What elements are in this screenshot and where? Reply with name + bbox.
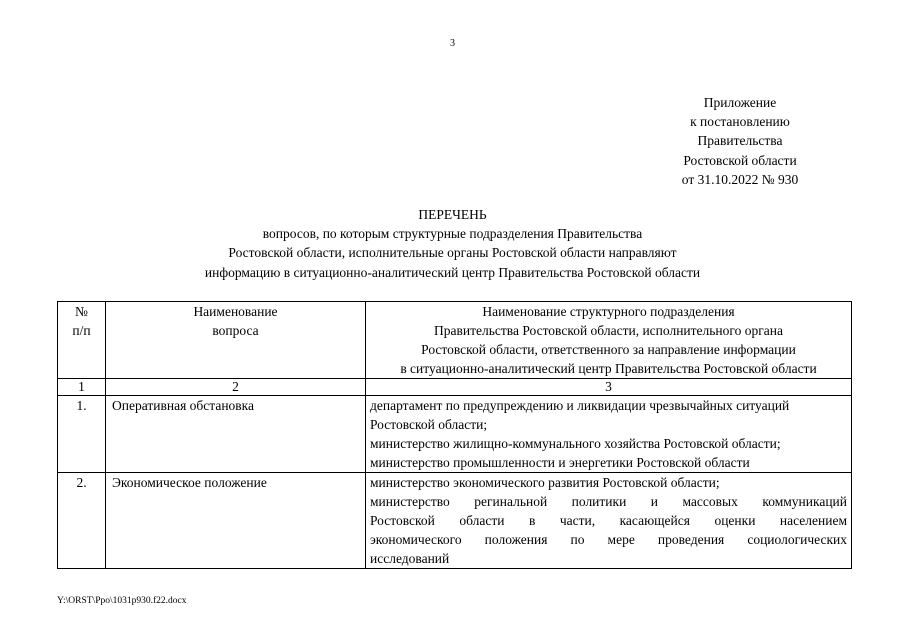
- page-number: 3: [450, 38, 455, 49]
- row-question: Оперативная обстановка: [106, 396, 366, 473]
- department-line: департамент по предупреждению и ликвидации чрезвычайных ситуаций: [370, 398, 790, 413]
- department-line: Ростовской области;: [370, 417, 488, 432]
- row-number: 1.: [58, 396, 106, 473]
- header-num-line: п/п: [72, 323, 91, 338]
- department-line: экономического положения по мере проведения социологических: [370, 532, 847, 547]
- file-path-footer: Y:\ORST\Ppo\1031p930.f22.docx: [57, 596, 187, 606]
- table-header-row: [58, 302, 852, 379]
- column-index-cell: 3: [366, 379, 852, 396]
- document-subtitle-line: информацию в ситуационно-аналитический центр Правительства Ростовской области: [204, 264, 701, 280]
- row-question: Экономическое положение: [106, 473, 366, 569]
- appendix-line: от 31.10.2022 № 930: [681, 171, 799, 187]
- header-num-cell: [58, 302, 106, 379]
- appendix-line: Приложение: [703, 95, 777, 110]
- appendix-line: к постановлению: [690, 114, 790, 130]
- appendix-line: Правительства: [697, 133, 783, 149]
- department-line: министерство жилищно-коммунального хозяйства Ростовской области;: [370, 436, 781, 451]
- header-department-line: Наименование структурного подразделения: [482, 304, 735, 319]
- appendix-block: [640, 93, 840, 189]
- appendix-line: Ростовской области: [683, 152, 797, 168]
- department-line: министерство промышленности и энергетики Ростовской области: [370, 455, 750, 470]
- row-departments: [366, 473, 852, 569]
- header-question-cell: [106, 302, 366, 379]
- document-title: ПЕРЕЧЕНЬ: [418, 207, 487, 222]
- document-subtitle-line: вопросов, по которым структурные подразделения Правительства: [262, 226, 643, 242]
- column-index-cell: 1: [58, 379, 106, 396]
- header-question-line: вопроса: [212, 323, 259, 338]
- header-department-line: в ситуационно-аналитический центр Правительства Ростовской области: [400, 361, 817, 376]
- document-heading: [0, 205, 905, 282]
- department-line: исследований: [370, 551, 450, 566]
- row-number: 2.: [58, 473, 106, 569]
- questions-table: [57, 301, 852, 569]
- department-line: министерство регинальной политики и массовых коммуникаций: [370, 494, 847, 509]
- document-subtitle-line: Ростовской области, исполнительные органы Ростовской области направляют: [228, 245, 677, 261]
- column-index-cell: 2: [106, 379, 366, 396]
- header-department-cell: [366, 302, 852, 379]
- department-line: Ростовской области в части, касающейся оценки населением: [370, 513, 847, 528]
- header-department-line: Ростовской области, ответственного за направление информации: [421, 342, 796, 357]
- header-department-line: Правительства Ростовской области, исполнительного органа: [434, 323, 783, 338]
- department-line: министерство экономического развития Ростовской области;: [370, 475, 720, 490]
- row-departments: [366, 396, 852, 473]
- column-index-row: [58, 379, 852, 396]
- header-question-line: Наименование: [193, 304, 278, 319]
- table-row: [58, 473, 852, 569]
- header-num-line: №: [75, 304, 88, 319]
- table-row: [58, 396, 852, 473]
